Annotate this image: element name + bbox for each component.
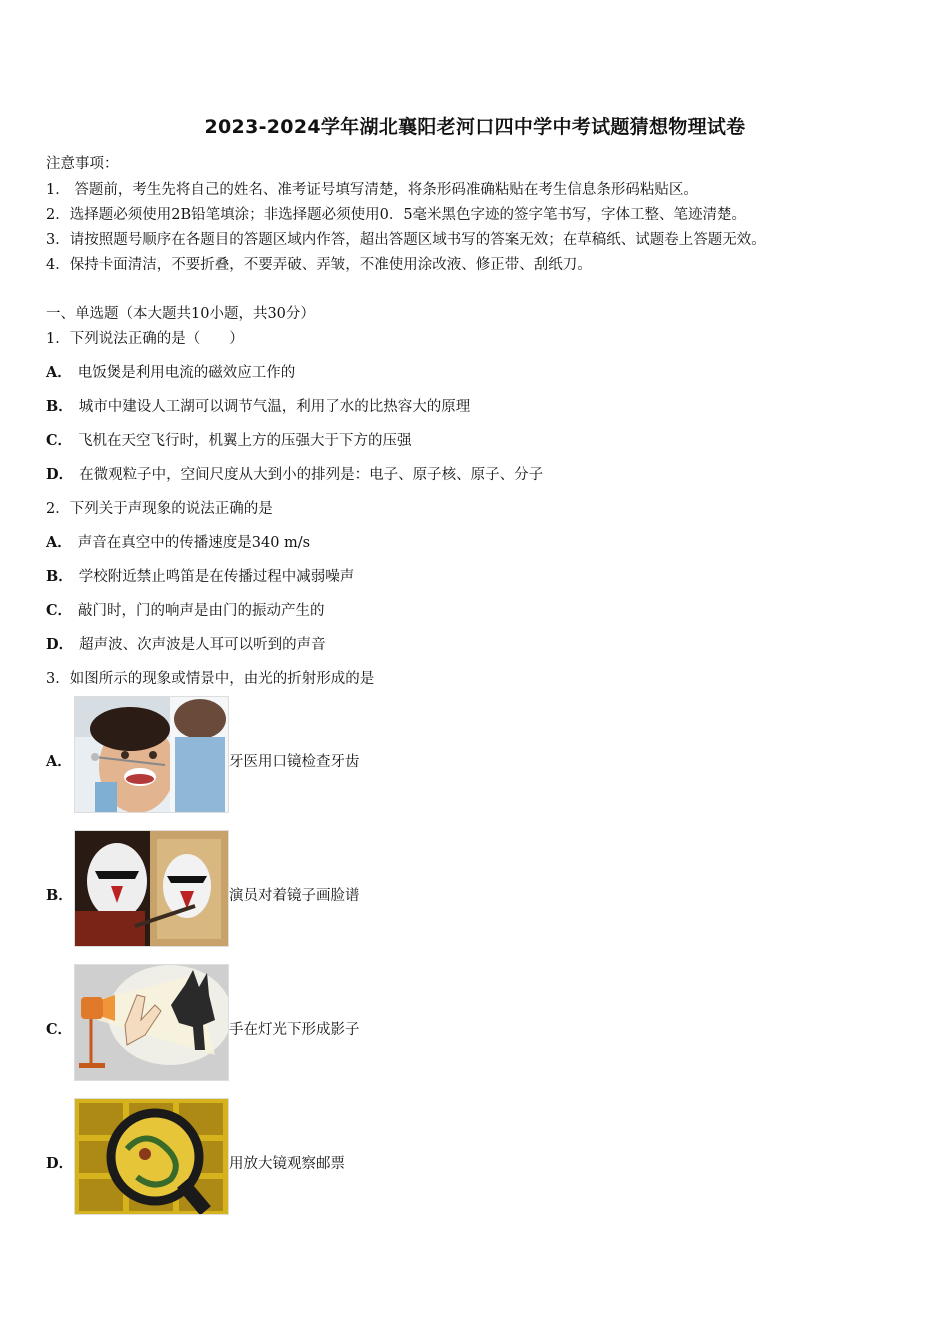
option-2b <box>46 565 354 586</box>
hand-shadow-image <box>74 964 229 1081</box>
option-text: 手在灯光下形成影子 <box>229 1022 360 1038</box>
option-letter: B． <box>46 568 73 585</box>
option-letter: B． <box>46 887 73 904</box>
option-text: 在微观粒子中，空间尺度从大到小的排列是：电子、原子核、原子、分子 <box>79 467 544 483</box>
option-text: 声音在真空中的传播速度是340 m/s <box>77 535 311 551</box>
option-text: 用放大镜观察邮票 <box>229 1156 345 1172</box>
option-2d <box>46 633 326 654</box>
option-2c <box>46 599 325 620</box>
notice-item: 2．选择题必须使用2B铅笔填涂；非选择题必须使用0．5毫米黑色字迹的签字笔书写，字体工整、笔迹清楚。 <box>46 207 747 223</box>
option-1b <box>46 395 470 416</box>
option-text: 城市中建设人工湖可以调节气温，利用了水的比热容大的原理 <box>78 399 471 415</box>
option-letter: D． <box>46 1155 74 1172</box>
option-1a <box>46 361 295 382</box>
option-letter: A． <box>46 364 72 381</box>
question-stem-2: 2．下列关于声现象的说法正确的是 <box>46 501 273 517</box>
opera-mask-mirror-image <box>74 830 229 947</box>
notice-item: 4．保持卡面清洁，不要折叠，不要弄破、弄皱，不准使用涂改液、修正带、刮纸刀。 <box>46 257 592 273</box>
notice-heading: 注意事项： <box>46 156 119 172</box>
option-2a <box>46 531 310 552</box>
question-stem-1: 1．下列说法正确的是（ ） <box>46 331 244 347</box>
option-text: 超声波、次声波是人耳可以听到的声音 <box>79 637 326 653</box>
option-letter: A． <box>46 753 72 770</box>
option-1c <box>46 429 412 450</box>
option-text: 敲门时，门的响声是由门的振动产生的 <box>78 603 325 619</box>
option-letter: D． <box>46 466 74 483</box>
notice-item: 1． 答题前，考生先将自己的姓名、准考证号填写清楚，将条形码准确粘贴在考生信息条形码粘贴区。 <box>46 182 698 198</box>
page-title: 2023-2024学年湖北襄阳老河口四中学中考试题猜想物理试卷 <box>204 116 746 138</box>
option-text: 飞机在天空飞行时，机翼上方的压强大于下方的压强 <box>78 433 412 449</box>
option-letter: A． <box>46 534 72 551</box>
option-letter: C． <box>46 602 73 619</box>
option-1d <box>46 463 543 484</box>
section-heading: 一、单选题（本大题共10小题，共30分） <box>46 306 315 322</box>
question-stem-3: 3．如图所示的现象或情景中，由光的折射形成的是 <box>46 671 375 687</box>
magnifier-stamp-image <box>74 1098 229 1215</box>
option-text: 电饭煲是利用电流的磁效应工作的 <box>77 365 296 381</box>
option-text: 学校附近禁止鸣笛是在传播过程中减弱噪声 <box>78 569 355 585</box>
dentist-mirror-image <box>74 696 229 813</box>
option-text: 牙医用口镜检查牙齿 <box>229 754 360 770</box>
option-letter: C． <box>46 1021 73 1038</box>
notice-item: 3．请按照题号顺序在各题目的答题区域内作答，超出答题区域书写的答案无效；在草稿纸、试题卷上答题无效。 <box>46 232 766 248</box>
option-letter: C． <box>46 432 73 449</box>
option-text: 演员对着镜子画脸谱 <box>229 888 360 904</box>
option-letter: B． <box>46 398 73 415</box>
option-letter: D． <box>46 636 74 653</box>
